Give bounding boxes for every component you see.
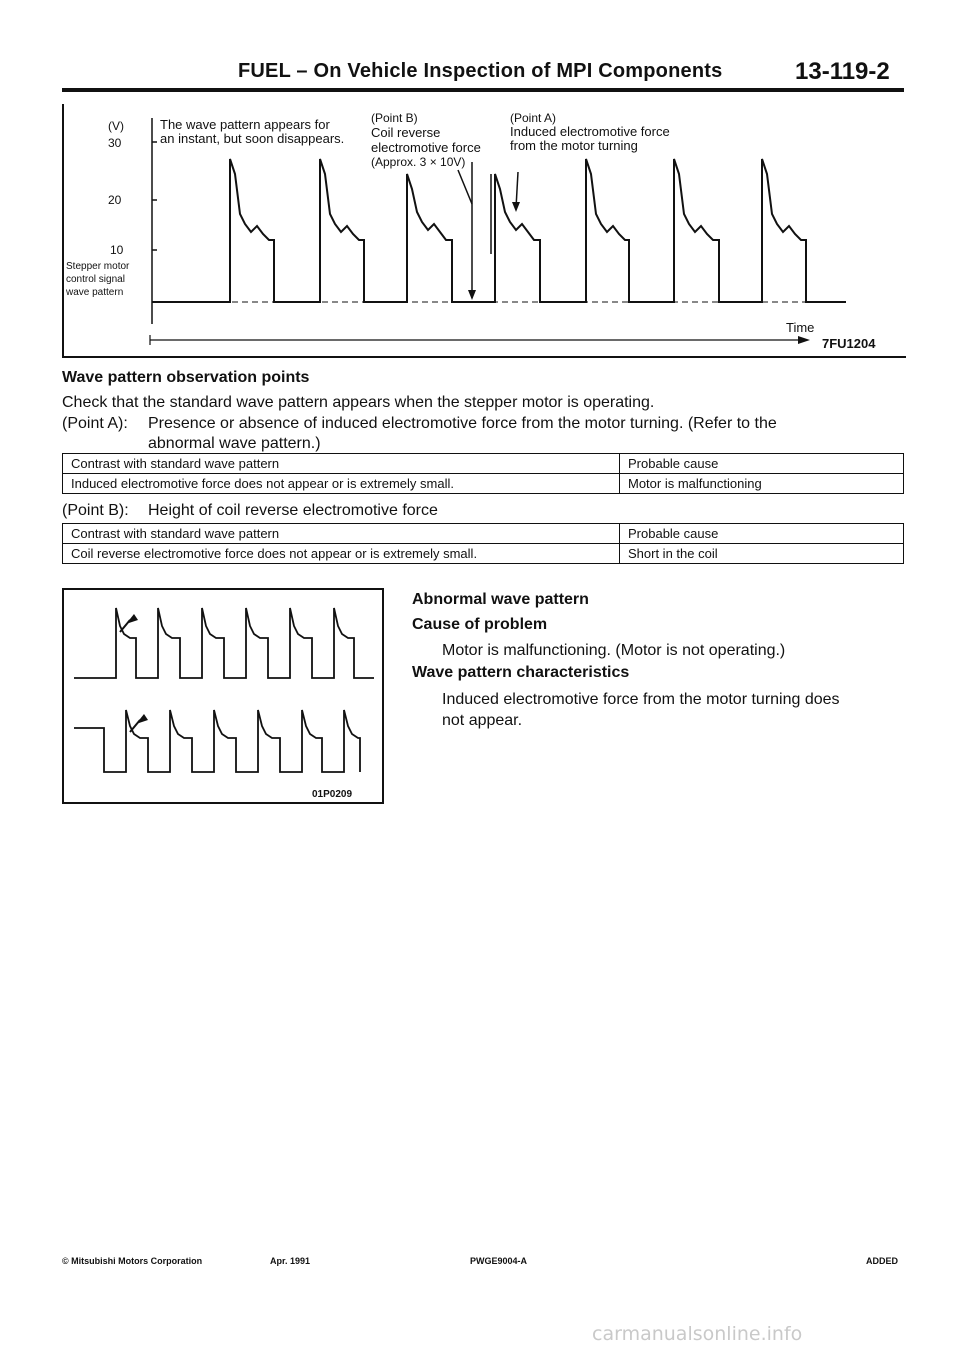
time-arrowhead bbox=[798, 336, 810, 344]
point-b-label: (Point B): bbox=[62, 502, 129, 519]
point-a-text-line1: Presence or absence of induced electromotive force from the motor turning. (Refer to the bbox=[148, 415, 777, 432]
point-a-text-line2: abnormal wave pattern.) bbox=[148, 435, 321, 452]
note-instant-line1: The wave pattern appears for bbox=[160, 117, 330, 132]
characteristics-heading: Wave pattern characteristics bbox=[412, 664, 630, 681]
table-header-contrast: Contrast with standard wave pattern bbox=[63, 524, 620, 544]
characteristics-text-line2: not appear. bbox=[442, 712, 523, 729]
wave-pattern-figure bbox=[62, 104, 906, 358]
cause-text: Motor is malfunctioning. (Motor is not operating.) bbox=[442, 642, 786, 659]
page-number: 13-119-2 bbox=[795, 58, 890, 85]
point-b-line3: electromotive force bbox=[371, 140, 481, 155]
table-cell-contrast: Induced electromotive force does not appear or is extremely small. bbox=[63, 474, 620, 494]
point-a-line2: Induced electromotive force bbox=[510, 124, 670, 139]
y-unit-label: (V) bbox=[108, 119, 124, 133]
table-cell-contrast: Coil reverse electromotive force does not appear or is extremely small. bbox=[63, 544, 620, 564]
y-tick-10: 10 bbox=[110, 243, 124, 257]
point-b-text: Height of coil reverse electromotive force bbox=[148, 502, 438, 519]
table-header-contrast: Contrast with standard wave pattern bbox=[63, 454, 620, 474]
page-title: FUEL – On Vehicle Inspection of MPI Components bbox=[238, 60, 723, 82]
point-a-arrowhead bbox=[512, 202, 520, 212]
watermark: carmanualsonline.info bbox=[592, 1323, 803, 1345]
y-tick-30: 30 bbox=[108, 136, 122, 150]
point-a-line3: from the motor turning bbox=[510, 138, 638, 153]
abnormal-title: Abnormal wave pattern bbox=[412, 591, 589, 608]
point-b-table bbox=[62, 523, 904, 564]
footer-date: Apr. 1991 bbox=[270, 1256, 311, 1266]
point-b-line1: (Point B) bbox=[371, 111, 418, 125]
footer-status: ADDED bbox=[866, 1256, 899, 1266]
abnormal-figure-code: 01P0209 bbox=[312, 789, 353, 800]
signal-label-line2: control signal bbox=[66, 274, 125, 285]
figure-code: 7FU1204 bbox=[822, 336, 876, 351]
table-header-cause: Probable cause bbox=[620, 454, 904, 474]
characteristics-text-line1: Induced electromotive force from the motor turning does bbox=[442, 691, 840, 708]
abnormal-wave-figure bbox=[62, 588, 384, 804]
footer-copyright: © Mitsubishi Motors Corporation bbox=[62, 1256, 203, 1266]
point-b-line2: Coil reverse bbox=[371, 125, 441, 140]
table-header-cause: Probable cause bbox=[620, 524, 904, 544]
y-tick-20: 20 bbox=[108, 193, 122, 207]
table-cell-cause: Motor is malfunctioning bbox=[620, 474, 904, 494]
header-rule bbox=[62, 88, 904, 92]
cause-heading: Cause of problem bbox=[412, 616, 548, 633]
observation-intro: Check that the standard wave pattern appears when the stepper motor is operating. bbox=[62, 394, 655, 411]
observation-heading: Wave pattern observation points bbox=[62, 369, 310, 386]
table-cell-cause: Short in the coil bbox=[620, 544, 904, 564]
point-b-leader bbox=[458, 170, 472, 204]
footer-code: PWGE9004-A bbox=[470, 1256, 528, 1266]
signal-label-line3: wave pattern bbox=[66, 287, 124, 298]
standard-waveform bbox=[152, 159, 846, 302]
abnormal-waveform-bottom bbox=[74, 710, 360, 772]
time-label: Time bbox=[786, 320, 815, 335]
point-a-line1: (Point A) bbox=[510, 111, 557, 125]
point-a-table bbox=[62, 453, 904, 494]
note-instant-line2: an instant, but soon disappears. bbox=[160, 131, 345, 146]
point-a-label: (Point A): bbox=[62, 415, 128, 432]
abnormal-waveform-top bbox=[74, 608, 374, 678]
signal-label-line1: Stepper motor bbox=[66, 261, 130, 272]
point-b-arrowhead bbox=[468, 290, 476, 300]
point-b-line4: (Approx. 3 × 10V) bbox=[371, 155, 466, 169]
